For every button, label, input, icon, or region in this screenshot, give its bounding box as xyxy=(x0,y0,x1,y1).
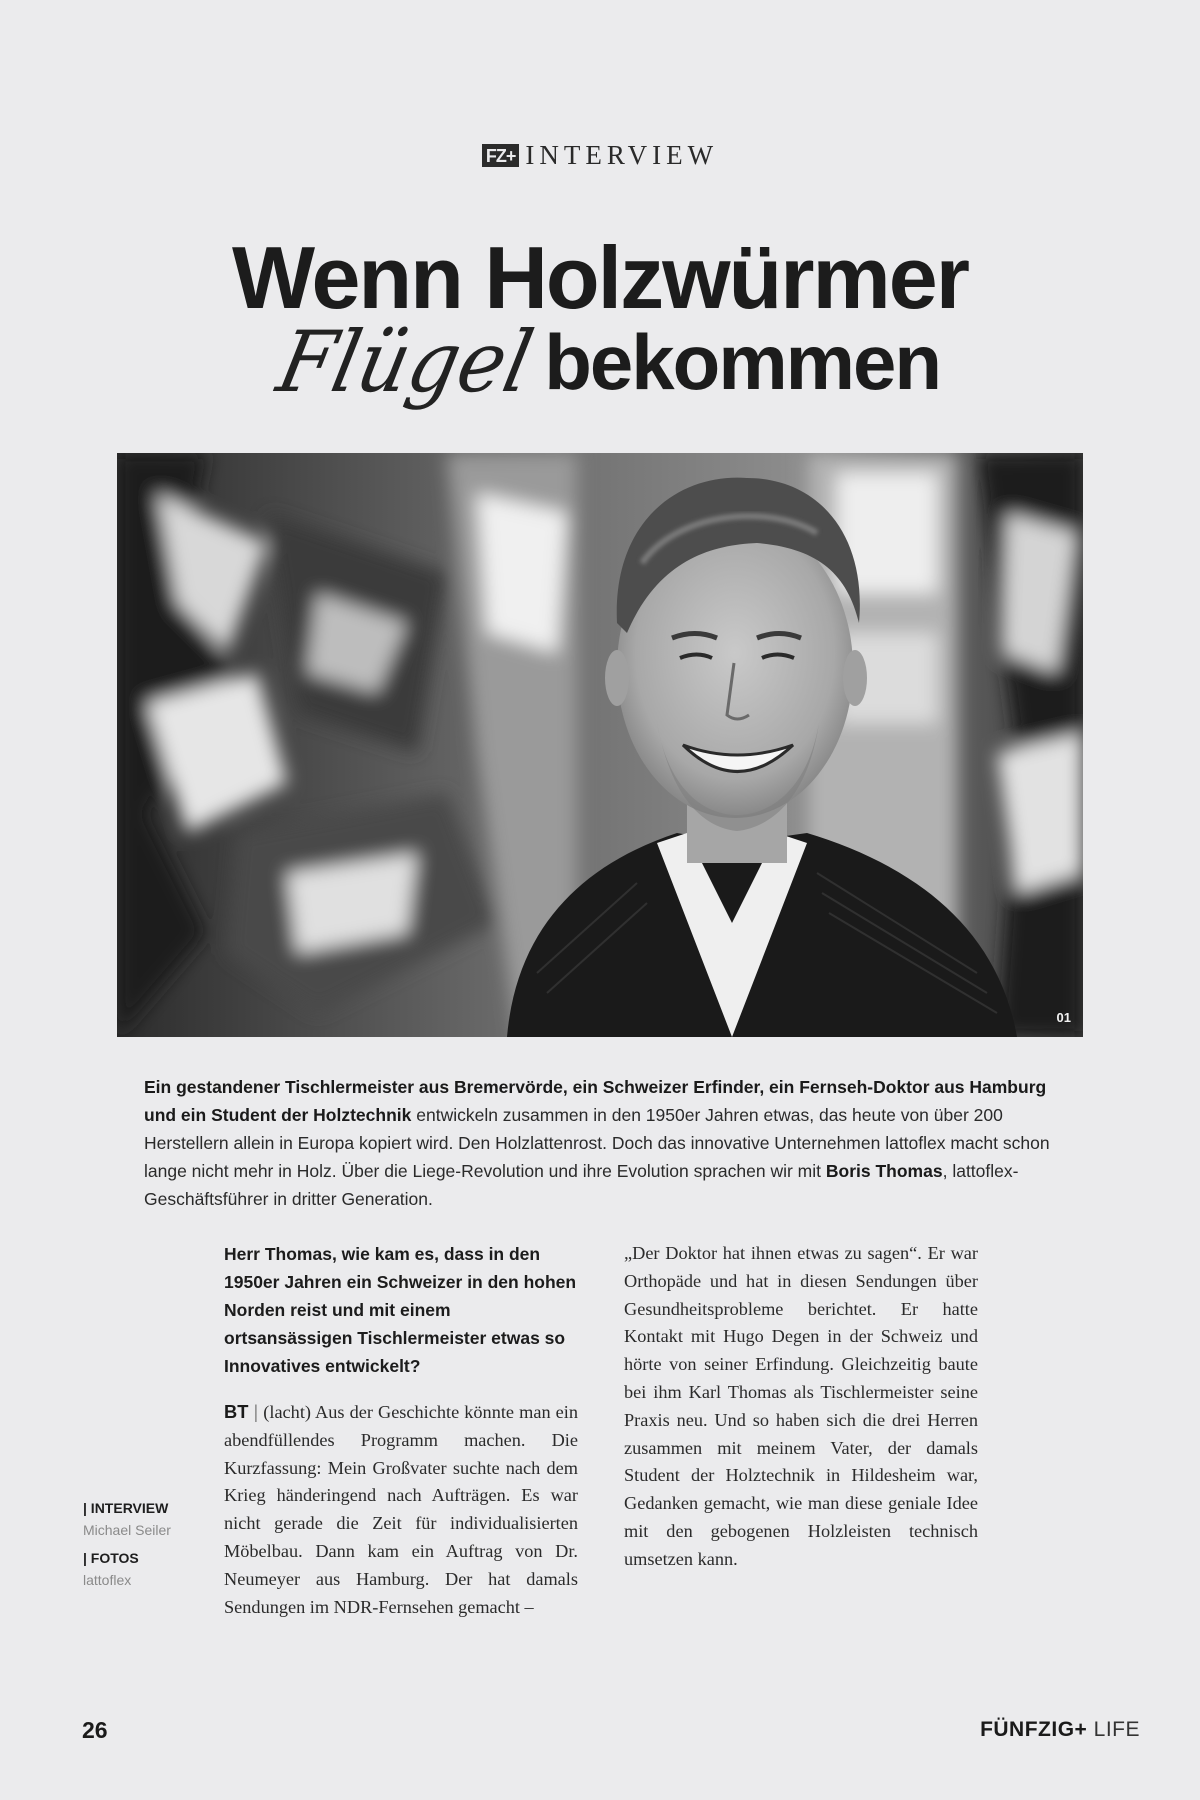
section-kicker xyxy=(0,140,1200,171)
article-column-2 xyxy=(624,1240,978,1574)
page-number: 26 xyxy=(82,1717,108,1743)
answer-text-col1: (lacht) Aus der Geschichte könnte man ein abendfüllendes Programm machen. Die Kurzfassung: Mein Großvater suchte nach dem Krieg händeringend nach Aufträgen. Es war nicht gerade die Zeit für individualisierten Möbelbau. Dann kam ein Auftrag von Dr. Neumeyer aus Hamburg. Der hat damals Sendungen im NDR-Fernsehen gemacht – xyxy=(224,1402,578,1617)
photo-number: 01 xyxy=(1056,1010,1071,1025)
interview-question: Herr Thomas, wie kam es, dass in den 1950er Jahren ein Schweizer in den hohen Norden reist und mit einem ortsansässigen Tischlermeister etwas so Innovatives entwickelt? xyxy=(224,1244,577,1376)
byline-interview-label: | INTERVIEW xyxy=(83,1500,169,1516)
hero-photo xyxy=(117,453,1083,1037)
headline-line-2 xyxy=(0,312,1200,413)
speaker-separator: | xyxy=(253,1401,259,1422)
magazine-name xyxy=(980,1718,1140,1742)
answer-text-col2: „Der Doktor hat ihnen etwas zu sagen“. Er war Orthopäde und hat in diesen Sendungen über Gesundheitsprobleme berichtet. Er hatte Kontakt mit Hugo Degen in der Schweiz und hörte von seiner Erfindung. Gleichzeitig baute bei ihm Karl Thomas als Tischlermeister seine Praxis neu. Und so haben sich die drei Herren zusammen mit meinem Vater, der damals Student der Holztechnik in Hildesheim war, Gedanken gemacht, wie man diese geniale Idee mit den gebogenen Holzleisten technisch umsetzen kann. xyxy=(624,1243,978,1569)
magazine-name-bold: FÜNFZIG+ xyxy=(980,1718,1088,1741)
lead-text-1: entwickeln zusammen in den 1950er Jahren etwas, das heute von über 200 Herstellern allein in Europa kopiert wird. Den Holzlattenrost. Doch das innovative Unternehmen lattoflex macht schon lange nicht mehr in Holz. Über die Liege-Revolution und ihre Evolution sprachen wir mit xyxy=(144,1105,1050,1181)
interview-answer xyxy=(224,1398,578,1621)
headline-line-1: Wenn Holzwürmer xyxy=(231,228,968,327)
byline-photos-name: lattoflex xyxy=(83,1572,132,1588)
article-column-1 xyxy=(224,1240,578,1621)
portrait-photo xyxy=(117,453,1083,1037)
magazine-logo: FZ+ xyxy=(482,144,520,167)
lead-bold-1: Ein gestandener Tischlermeister aus Bremervörde, ein Schweizer Erfinder, ein Fernseh-Doktor aus Hamburg und ein Student der Holztechnik xyxy=(144,1077,1047,1125)
byline xyxy=(83,1497,193,1597)
lead-text-2: , lattoflex-Geschäftsführer in dritter Generation. xyxy=(144,1161,1019,1209)
headline-script-word: Flügel xyxy=(269,314,541,412)
byline-interview-name: Michael Seiler xyxy=(83,1522,171,1538)
lead-paragraph xyxy=(144,1073,1064,1213)
magazine-name-light: LIFE xyxy=(1087,1718,1140,1741)
headline-word: bekommen xyxy=(544,318,941,406)
section-label: INTERVIEW xyxy=(525,140,719,170)
speaker-initials: BT xyxy=(224,1401,249,1422)
byline-photos-label: | FOTOS xyxy=(83,1550,139,1566)
lead-bold-2: Boris Thomas xyxy=(825,1161,943,1181)
